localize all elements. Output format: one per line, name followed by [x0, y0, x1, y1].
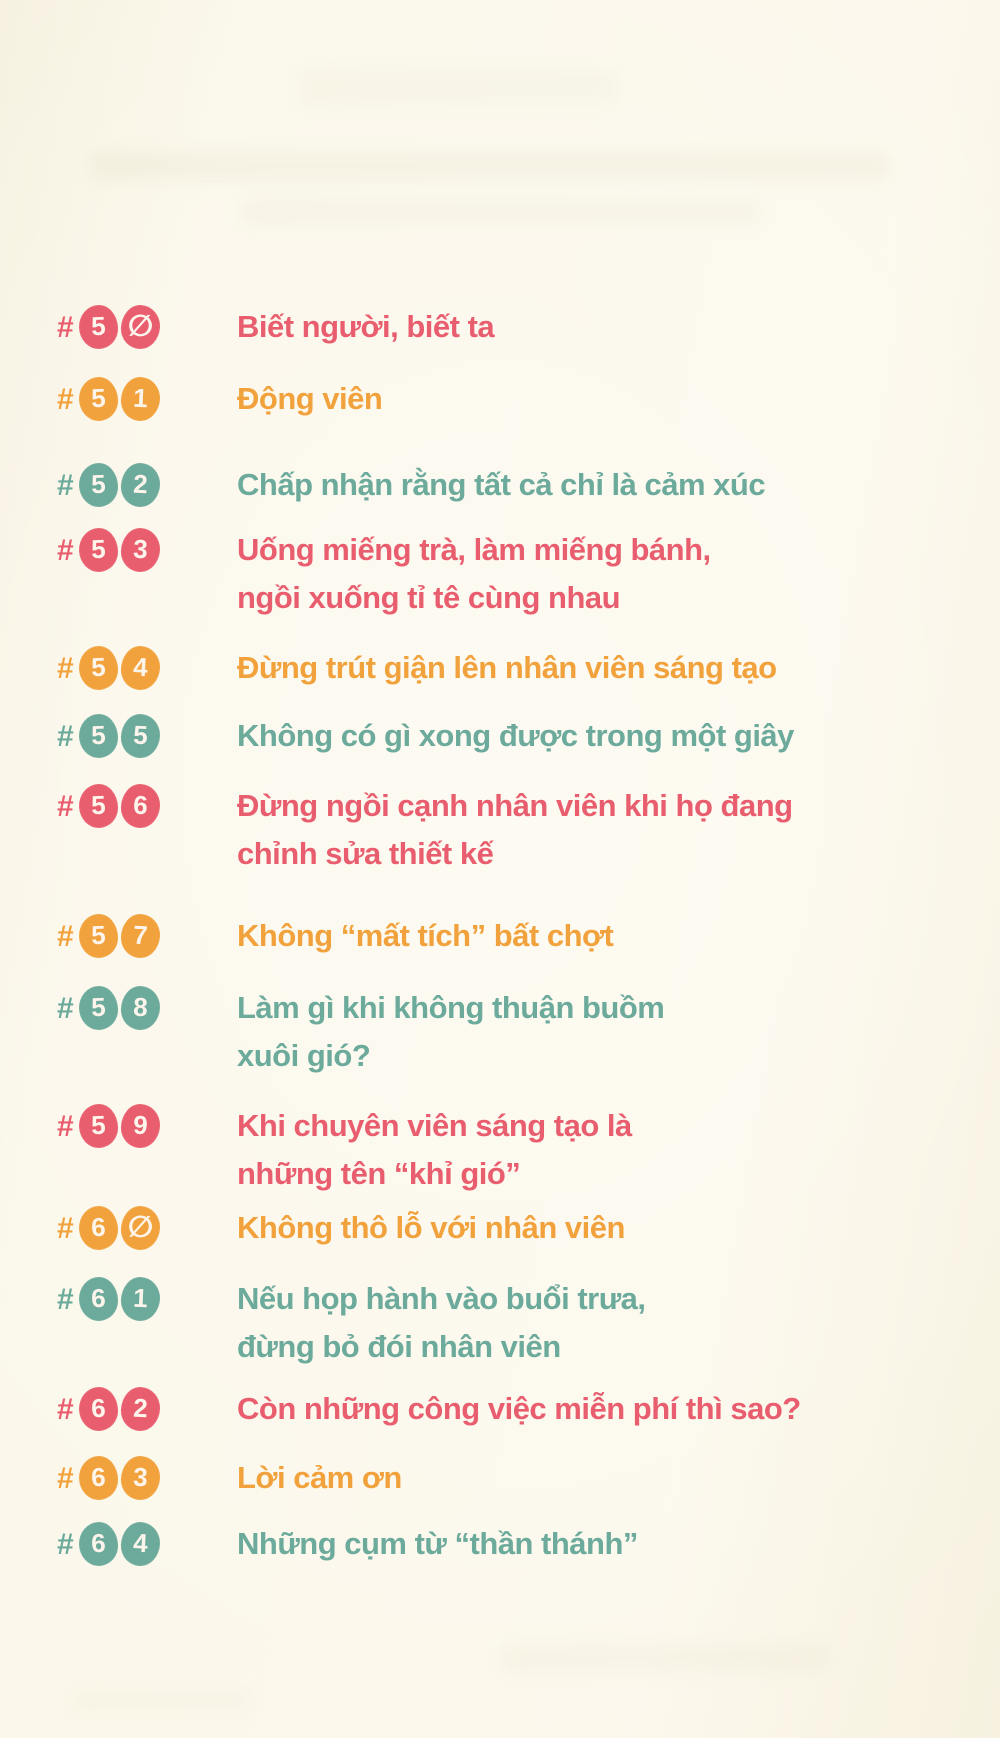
item-number-badge: [57, 1205, 163, 1251]
badge-digit-oval: [78, 376, 119, 421]
hash-symbol: #: [57, 1212, 74, 1245]
badge-digit: 5: [90, 382, 106, 413]
hash-symbol: #: [57, 790, 74, 823]
badge-digit: 6: [90, 1461, 106, 1492]
badge-digit: 3: [132, 1461, 149, 1492]
toc-item: [57, 1386, 801, 1434]
hash-symbol: #: [57, 920, 74, 953]
hash-symbol: #: [57, 1393, 74, 1426]
badge-digit-oval: [120, 913, 161, 959]
badge-digit-oval: [78, 713, 119, 758]
item-title: [237, 1520, 638, 1568]
item-title-line: Làm gì khi không thuận buồm: [237, 990, 665, 1025]
item-title: [237, 912, 613, 960]
item-title-line: đừng bỏ đói nhân viên: [237, 1329, 561, 1364]
badge-digit-oval: [120, 1276, 161, 1322]
badge-digit-oval: [120, 985, 161, 1031]
item-title: [237, 526, 711, 622]
item-number-badge: [57, 1103, 163, 1149]
item-title: [237, 1385, 801, 1433]
badge-digit-oval: [120, 462, 161, 508]
toc-item: [57, 304, 495, 352]
item-title-line: ngồi xuống tỉ tê cùng nhau: [237, 580, 621, 615]
hash-symbol: #: [57, 534, 74, 567]
item-title: [237, 1204, 625, 1252]
badge-digit: 6: [90, 1282, 106, 1313]
toc-item: [57, 1276, 646, 1364]
toc-item: [57, 645, 777, 693]
toc-item: [57, 462, 766, 510]
item-title-line: Chấp nhận rằng tất cả chỉ là cảm xúc: [237, 467, 766, 502]
item-title: [237, 303, 494, 351]
badge-digit: 5: [90, 533, 106, 564]
badge-digit: 2: [132, 1392, 149, 1423]
item-number-badge: [57, 1455, 163, 1501]
badge-digit-oval: [78, 1276, 119, 1321]
badge-digit-oval: [78, 1103, 119, 1148]
badge-digit: 1: [132, 1282, 149, 1313]
item-number-badge: [57, 913, 163, 959]
item-number-badge: [57, 985, 163, 1031]
item-title: [237, 984, 664, 1080]
item-title: [237, 461, 765, 509]
item-title-line: Lời cảm ơn: [237, 1460, 402, 1495]
item-number-badge: [57, 713, 163, 759]
item-title-line: những tên “khỉ gió”: [237, 1156, 521, 1191]
item-number-badge: [57, 1276, 163, 1322]
item-title: [237, 1454, 402, 1502]
item-title: [237, 375, 382, 423]
hash-symbol: #: [57, 469, 74, 502]
badge-digit: 8: [132, 991, 149, 1022]
badge-digit-oval: [120, 527, 161, 573]
item-title-line: xuôi gió?: [237, 1038, 371, 1073]
toc-item: [57, 783, 793, 871]
item-title-line: Không có gì xong được trong một giây: [237, 718, 794, 753]
item-number-badge: [57, 304, 163, 350]
item-title: [237, 1102, 632, 1198]
badge-digit-oval: [78, 1205, 119, 1250]
hash-symbol: #: [57, 311, 74, 344]
badge-digit: 5: [90, 789, 106, 820]
badge-digit-oval: [120, 783, 161, 829]
badge-digit-oval: [78, 783, 119, 828]
hash-symbol: #: [57, 1462, 74, 1495]
item-title: [237, 782, 793, 878]
item-title-line: Đừng trút giận lên nhân viên sáng tạo: [237, 650, 777, 685]
item-title-line: Nếu họp hành vào buổi trưa,: [237, 1281, 646, 1316]
bleedthrough-ghost: [240, 200, 760, 224]
badge-digit-oval: [78, 527, 119, 572]
item-title-line: Còn những công việc miễn phí thì sao?: [237, 1391, 801, 1426]
badge-digit: 5: [90, 468, 106, 499]
item-title-line: Không “mất tích” bất chợt: [237, 918, 614, 953]
badge-digit: 5: [90, 991, 106, 1022]
item-number-badge: [57, 783, 163, 829]
bleedthrough-ghost: [70, 1690, 250, 1712]
badge-digit: 6: [132, 789, 149, 820]
badge-digit: 2: [132, 468, 149, 499]
item-title-line: Uống miếng trà, làm miếng bánh,: [237, 532, 711, 567]
badge-digit: 5: [90, 919, 106, 950]
badge-digit-oval: [120, 304, 161, 350]
item-title-line: chỉnh sửa thiết kế: [237, 836, 494, 871]
bleedthrough-ghost: [90, 152, 890, 180]
hash-symbol: #: [57, 383, 74, 416]
toc-item: [57, 985, 665, 1073]
badge-digit-oval: [120, 1205, 161, 1251]
item-number-badge: [57, 1386, 163, 1432]
badge-digit-oval: [120, 1455, 161, 1501]
item-number-badge: [57, 462, 163, 508]
badge-digit-oval: [120, 1386, 161, 1432]
badge-digit-oval: [78, 1386, 119, 1431]
item-title: [237, 1275, 646, 1371]
item-number-badge: [57, 1521, 163, 1567]
badge-digit-oval: [78, 1521, 119, 1566]
badge-digit-oval: [78, 1455, 119, 1500]
badge-digit-oval: [78, 645, 119, 690]
bleedthrough-ghost: [300, 70, 620, 106]
toc-item: [57, 1205, 625, 1253]
badge-digit: 7: [132, 919, 149, 950]
badge-digit-oval: [78, 985, 119, 1030]
badge-digit-oval: [120, 1103, 161, 1149]
badge-digit-oval: [120, 645, 161, 691]
badge-digit: 6: [90, 1527, 106, 1558]
toc-item: [57, 713, 794, 761]
toc-item: [57, 1103, 632, 1191]
badge-digit: 5: [90, 651, 106, 682]
item-title-line: Những cụm từ “thần thánh”: [237, 1526, 638, 1561]
badge-digit: 9: [132, 1109, 149, 1140]
badge-digit-oval: [78, 462, 119, 507]
bleedthrough-ghost: [500, 1645, 830, 1671]
badge-digit: 4: [132, 1527, 149, 1558]
badge-digit-oval: [120, 1521, 161, 1567]
badge-digit: 3: [132, 533, 149, 564]
hash-symbol: #: [57, 1528, 74, 1561]
badge-digit: 4: [132, 651, 149, 682]
item-number-badge: [57, 376, 163, 422]
hash-symbol: #: [57, 720, 74, 753]
badge-digit: 5: [132, 719, 149, 750]
badge-digit: 6: [90, 1211, 106, 1242]
badge-digit-oval: [78, 304, 119, 349]
item-title-line: Khi chuyên viên sáng tạo là: [237, 1108, 632, 1143]
item-title-line: Đừng ngồi cạnh nhân viên khi họ đang: [237, 788, 793, 823]
toc-item: [57, 1455, 402, 1503]
toc-item: [57, 913, 614, 961]
item-number-badge: [57, 527, 163, 573]
badge-digit: 5: [90, 310, 106, 341]
item-number-badge: [57, 645, 163, 691]
badge-digit-oval: [78, 913, 119, 958]
hash-symbol: #: [57, 1283, 74, 1316]
badge-digit: ∅: [126, 308, 154, 344]
toc-item: [57, 1521, 638, 1569]
item-title-line: Động viên: [237, 381, 383, 416]
item-title-line: Không thô lỗ với nhân viên: [237, 1210, 625, 1245]
hash-symbol: #: [57, 652, 74, 685]
badge-digit-oval: [120, 376, 161, 422]
toc-item: [57, 527, 711, 615]
badge-digit: 6: [90, 1392, 106, 1423]
badge-digit: 5: [90, 1109, 106, 1140]
hash-symbol: #: [57, 992, 74, 1025]
badge-digit-oval: [120, 713, 161, 759]
item-title-line: Biết người, biết ta: [237, 309, 495, 344]
item-title: [237, 712, 794, 760]
item-title: [237, 644, 777, 692]
badge-digit: 1: [132, 382, 149, 413]
hash-symbol: #: [57, 1110, 74, 1143]
badge-digit: ∅: [126, 1209, 154, 1245]
toc-item: [57, 376, 383, 424]
badge-digit: 5: [90, 719, 106, 750]
